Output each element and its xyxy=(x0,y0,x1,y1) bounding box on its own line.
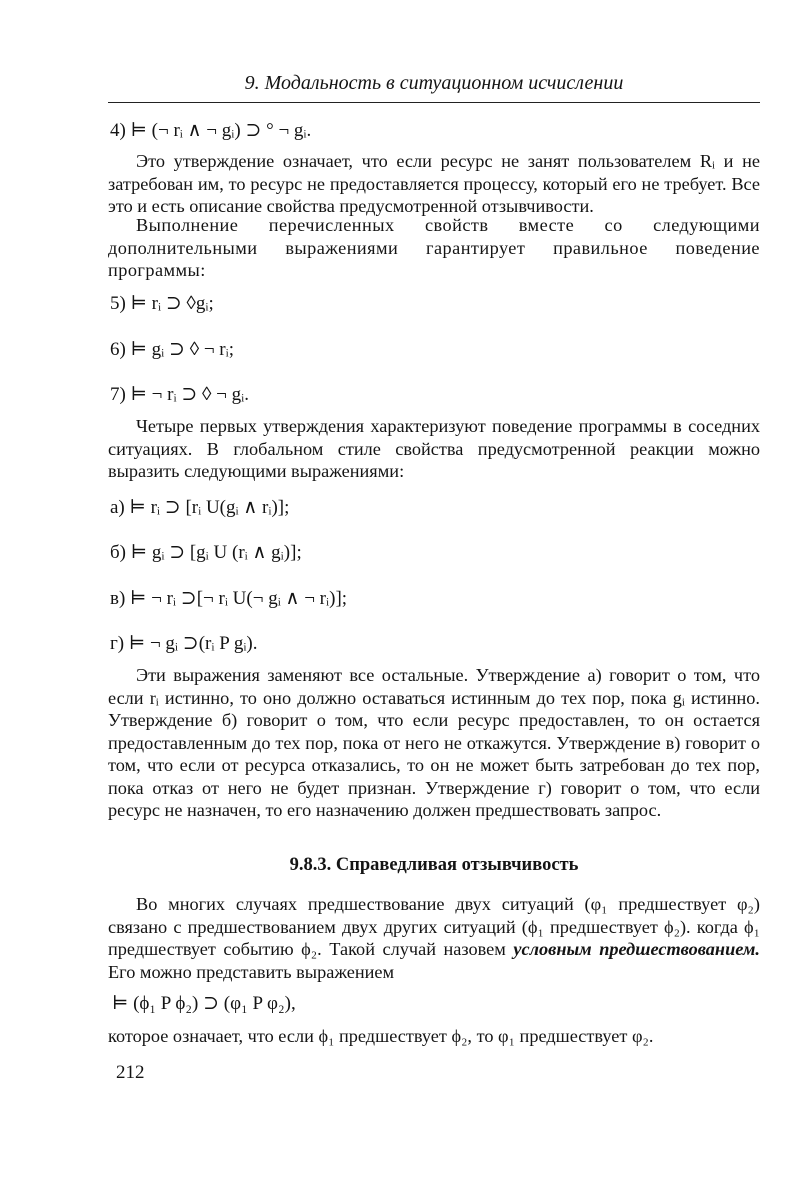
term-conditional-precedence: условным предшествованием. xyxy=(513,939,761,959)
formula-5: 5) ⊨ rᵢ ⊃ ◊gᵢ; xyxy=(110,293,214,314)
formula-v: в) ⊨ ¬ rᵢ ⊃[¬ rᵢ U(¬ gᵢ ∧ ¬ rᵢ)]; xyxy=(110,588,348,609)
page-number: 212 xyxy=(116,1062,145,1083)
paragraph-text-end: Его можно представить выражением xyxy=(108,961,395,982)
formula-conditional: ⊨ (ϕ₁ P ϕ₂) ⊃ (φ₁ P φ₂), xyxy=(112,993,296,1014)
header-rule xyxy=(108,102,760,103)
running-header: 9. Модальность в ситуационном исчислении xyxy=(244,72,624,94)
section-title: 9.8.3. Справедливая отзывчивость xyxy=(289,855,579,875)
paragraph-final: которое означает, что если ϕ₁ предшествует ϕ₂, то φ₁ предшествует φ₂. xyxy=(108,1026,654,1046)
formula-b: б) ⊨ gᵢ ⊃ [gᵢ U (rᵢ ∧ gᵢ)]; xyxy=(110,542,302,563)
formula-4: 4) ⊨ (¬ rᵢ ∧ ¬ gᵢ) ⊃ ° ¬ gᵢ. xyxy=(110,120,312,141)
paragraph-global-style: Четыре первых утверждения характеризуют поведение программы в соседних ситуациях. В глобальном стиле свойства предусмотренной реакции можно выразить следующими выражениями: xyxy=(108,416,760,481)
formula-g: г) ⊨ ¬ gᵢ ⊃(rᵢ P gᵢ). xyxy=(110,633,258,654)
formula-a: а) ⊨ rᵢ ⊃ [rᵢ U(gᵢ ∧ rᵢ)]; xyxy=(110,497,290,518)
paragraph-conditional-precedence xyxy=(108,893,760,983)
paragraph-statements-explanation: Эти выражения заменяют все остальные. Утверждение а) говорит о том, что если rᵢ истинно, то оно должно оставаться истинным до тех пор, пока gᵢ истинно. Утверждение б) говорит о том, что если ресурс предоставлен, то он остается предоставленным до тех пор, пока от него не откажутся. Утверждение в) говорит о том, что если от ресурса отказались, то он не может быть затребован до тех пор, пока отказ от него не будет признан. Утверждение г) говорит о том, что если ресурс не назначен, то его назначению должен предшествовать запрос. xyxy=(108,665,760,820)
formula-6: 6) ⊨ gᵢ ⊃ ◊ ¬ rᵢ; xyxy=(110,339,235,360)
formula-7: 7) ⊨ ¬ rᵢ ⊃ ◊ ¬ gᵢ. xyxy=(110,384,249,405)
paragraph-additional-expressions: Выполнение перечисленных свойств вместе со следующими дополнительными выражениями гарантирует правильное поведение программы: xyxy=(108,215,760,280)
paragraph-text: Во многих случаях предшествование двух ситуаций (φ₁ предшествует φ₂) связано с предшествованием двух других ситуаций (ϕ₁ предшествует ϕ₂). когда ϕ₁ предшествует событию ϕ₂. Такой случай назовем xyxy=(108,894,760,959)
paragraph-responsiveness-description: Это утверждение означает, что если ресурс не занят пользователем Rᵢ и не затребован им, то ресурс не предоставляется процессу, который его не требует. Все это и есть описание свойства предусмотренной отзывчивости. xyxy=(108,151,760,216)
